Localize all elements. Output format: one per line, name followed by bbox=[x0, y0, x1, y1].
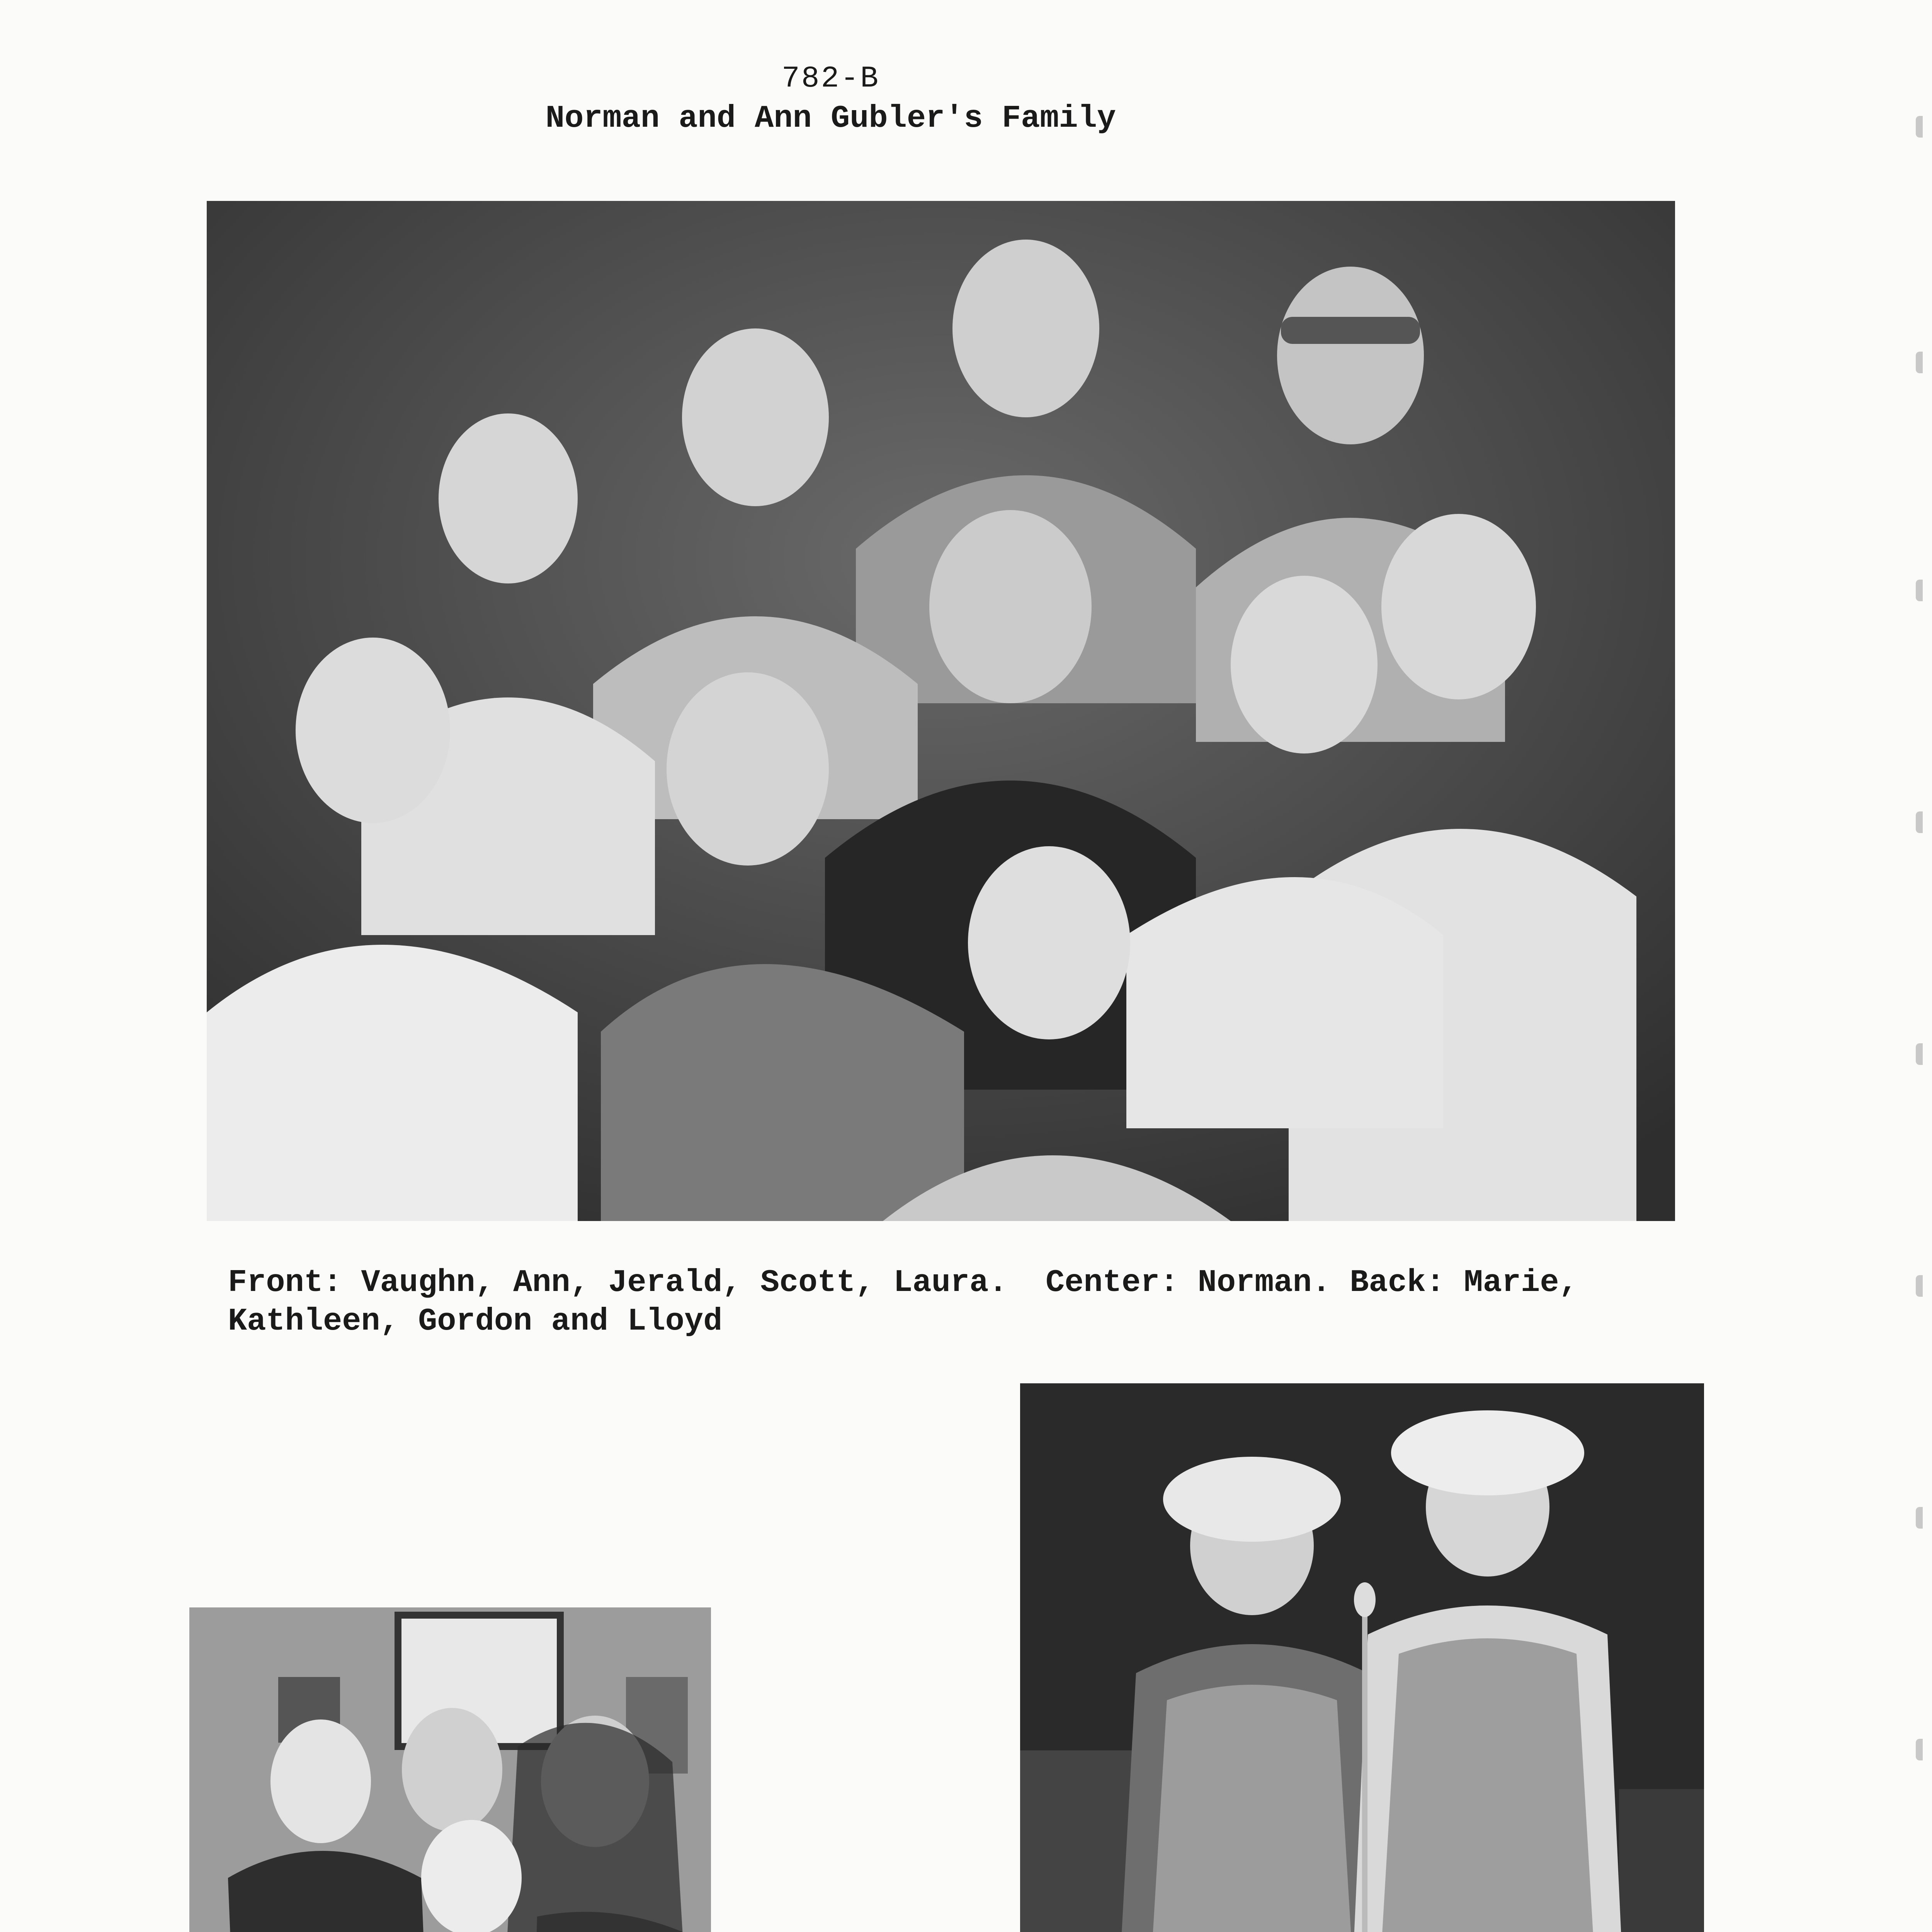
binder-hole bbox=[1916, 811, 1923, 833]
lloyd-vina-photo bbox=[189, 1607, 711, 1932]
binder-hole bbox=[1916, 1739, 1923, 1760]
family-photo bbox=[207, 201, 1675, 1221]
binder-hole bbox=[1916, 580, 1923, 601]
page-title: Norman and Ann Gubler's Family bbox=[545, 100, 1116, 136]
singing-photo bbox=[1020, 1383, 1704, 1932]
caption-line: Front: Vaughn, Ann, Jerald, Scott, Laura. Center: Norman. Back: Marie, bbox=[228, 1265, 1578, 1301]
binder-hole bbox=[1916, 352, 1923, 373]
binder-hole bbox=[1916, 1043, 1923, 1065]
family-photo-caption bbox=[228, 1264, 1696, 1341]
page-number: 782-B bbox=[781, 62, 880, 96]
caption-line: Kathleen, Gordon and Lloyd bbox=[228, 1303, 723, 1339]
binder-hole bbox=[1916, 1507, 1923, 1529]
binder-hole bbox=[1916, 116, 1923, 138]
binder-hole bbox=[1916, 1275, 1923, 1297]
